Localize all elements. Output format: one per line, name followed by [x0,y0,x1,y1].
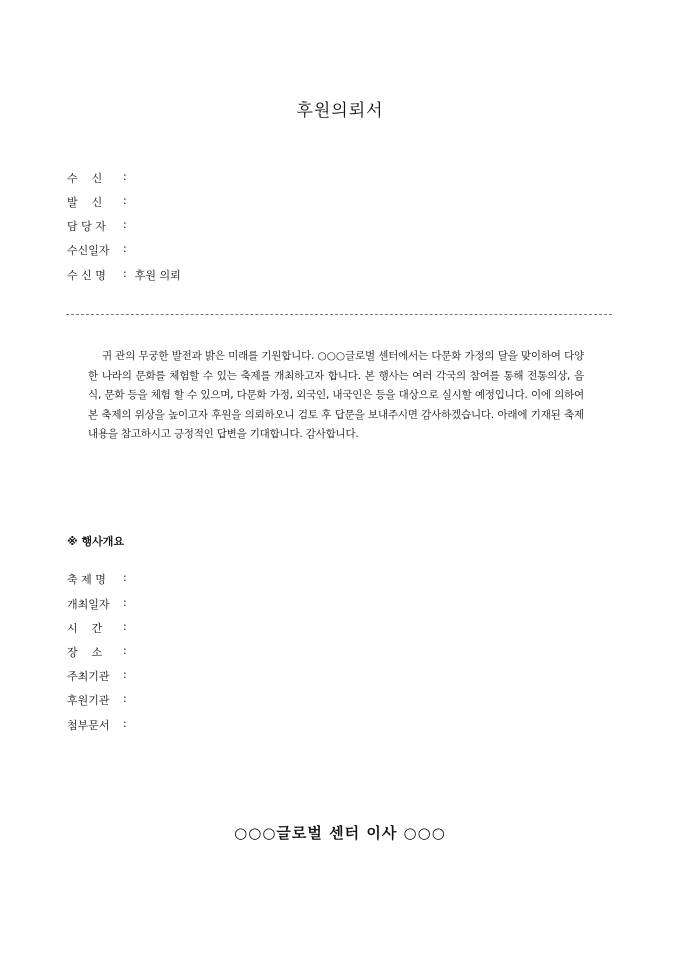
field-label: 시 간 [67,622,103,635]
event-field-festival-name [67,571,135,587]
recipient-field-subject [67,267,181,283]
field-colon: : [123,170,127,183]
field-label: 수 신 [67,172,103,185]
field-label: 담 당 자 [67,220,106,233]
field-colon: : [123,218,127,231]
field-colon: : [123,717,127,730]
field-label: 수 신 명 [67,269,106,282]
field-colon: : [123,267,127,280]
letter-body-text: 귀 관의 무궁한 발전과 밝은 미래를 기원합니다. ○○○글로벌 센터에서는 다문화 가정의 달을 맞이하여 다양한 나라의 문화를 체험할 수 있는 축제를 개최하고자 합니다. 본 행사는 여러 각국의 참여를 통해 전통의상, 음식, 문화 등을 체험 할 수 있으며, 다문화 가정, 외국인, 내국인은 등을 대상으로 실시할 예정입니다. 이에 의하여 본 축제의 위상을 높이고자 후원을 의뢰하오니 검토 후 답문을 보내주시면 감사하겠습니다. 아래에 기재된 축제내용을 참고하시고 긍정적인 답변을 기대합니다. 감사합니다. [88,350,584,440]
field-label: 후원기관 [67,694,110,707]
field-value: 후원 의뢰 [134,269,181,282]
recipient-field-contact [67,218,135,234]
field-colon: : [123,571,127,584]
field-label: 첨부문서 [67,719,110,732]
event-field-sponsor [67,692,135,708]
event-field-attachments [67,717,135,733]
document-title: 후원의뢰서 [296,101,384,121]
field-label: 수신일자 [67,244,110,257]
letter-body [88,347,584,445]
signature-line: ○○○글로벌 센터 이사 ○○○ [234,824,446,842]
recipient-field-date [67,242,135,258]
field-label: 발 신 [67,196,103,209]
field-colon: : [123,596,127,609]
event-field-time [67,620,135,636]
field-colon: : [123,194,127,207]
field-colon: : [123,242,127,255]
field-label: 축 제 명 [67,573,106,586]
event-field-place [67,644,135,660]
field-label: 개최일자 [67,598,110,611]
event-field-host [67,668,135,684]
event-field-date [67,596,135,612]
dashed-divider [66,314,612,315]
field-colon: : [123,692,127,705]
section-heading-event-overview: ※ 행사개요 [67,535,125,548]
field-colon: : [123,620,127,633]
field-label: 장 소 [67,646,103,659]
recipient-field-from [67,194,135,210]
field-colon: : [123,644,127,657]
recipient-field-to [67,170,135,186]
field-label: 주최기관 [67,670,110,683]
field-colon: : [123,668,127,681]
